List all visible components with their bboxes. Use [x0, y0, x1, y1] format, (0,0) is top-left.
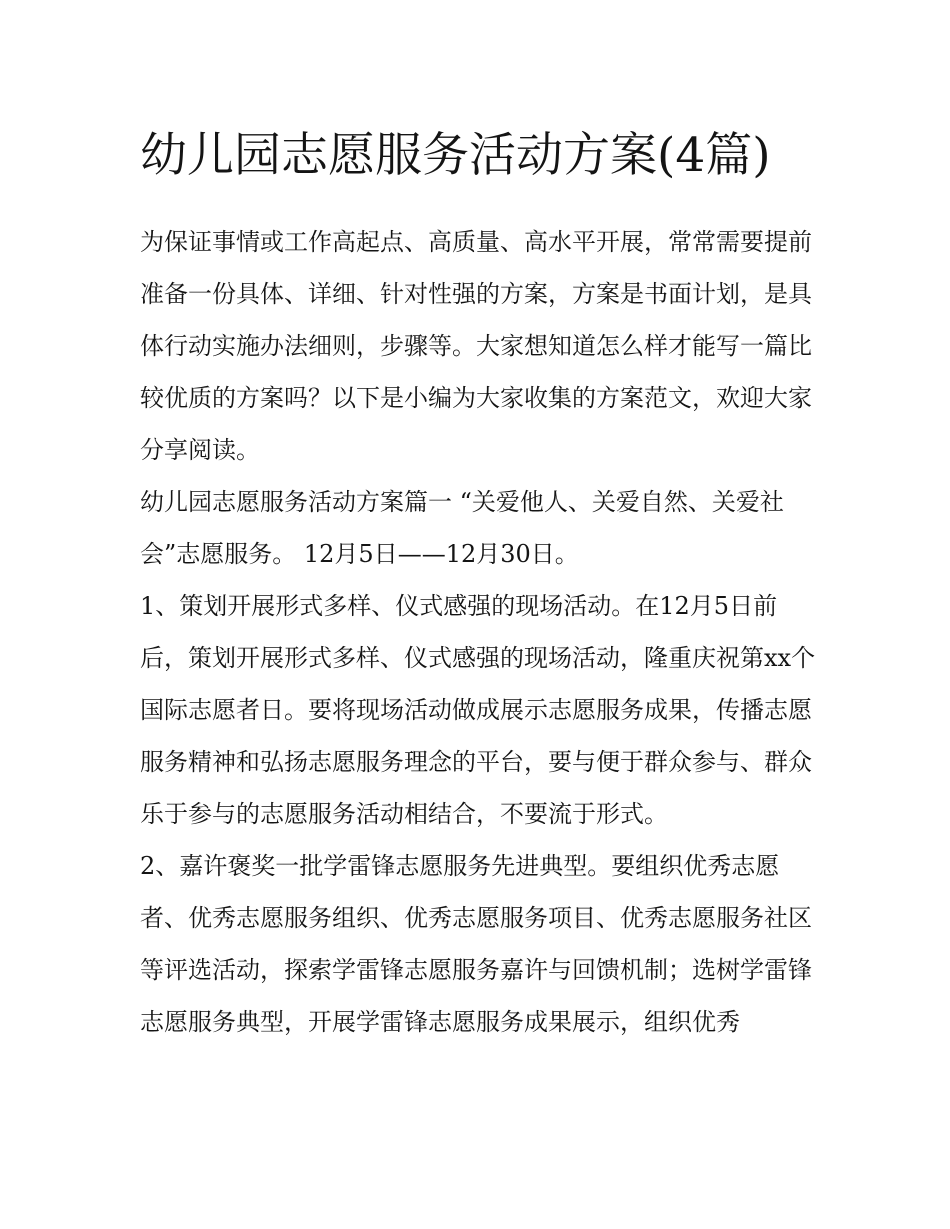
document-body [140, 118, 820, 1048]
section-one-heading-paragraph: 幼儿园志愿服务活动方案篇一 “关爱他人、关爱自然、关爱社会”志愿服务。 12月5日——12月30日。 [140, 488, 784, 568]
item-one-paragraph: 1、策划开展形式多样、仪式感强的现场活动。在12月5日前后，策划开展形式多样、仪式感强的现场活动，隆重庆祝第xx个国际志愿者日。要将现场活动做成展示志愿服务成果，传播志愿服务精神和弘扬志愿服务理念的平台，要与便于群众参与、群众乐于参与的志愿服务活动相结合，不要流于形式。 [140, 592, 816, 828]
item-two-paragraph: 2、嘉许褒奖一批学雷锋志愿服务先进典型。要组织优秀志愿者、优秀志愿服务组织、优秀志愿服务项目、优秀志愿服务社区等评选活动，探索学雷锋志愿服务嘉许与回馈机制；选树学雷锋志愿服务典型，开展学雷锋志愿服务成果展示，组织优秀 [140, 852, 812, 1036]
intro-paragraph: 为保证事情或工作高起点、高质量、高水平开展，常常需要提前准备一份具体、详细、针对性强的方案，方案是书面计划，是具体行动实施办法细则，步骤等。大家想知道怎么样才能写一篇比较优质的方案吗？以下是小编为大家收集的方案范文，欢迎大家分享阅读。 [140, 228, 812, 464]
document-title: 幼儿园志愿服务活动方案(4篇) [140, 128, 771, 183]
